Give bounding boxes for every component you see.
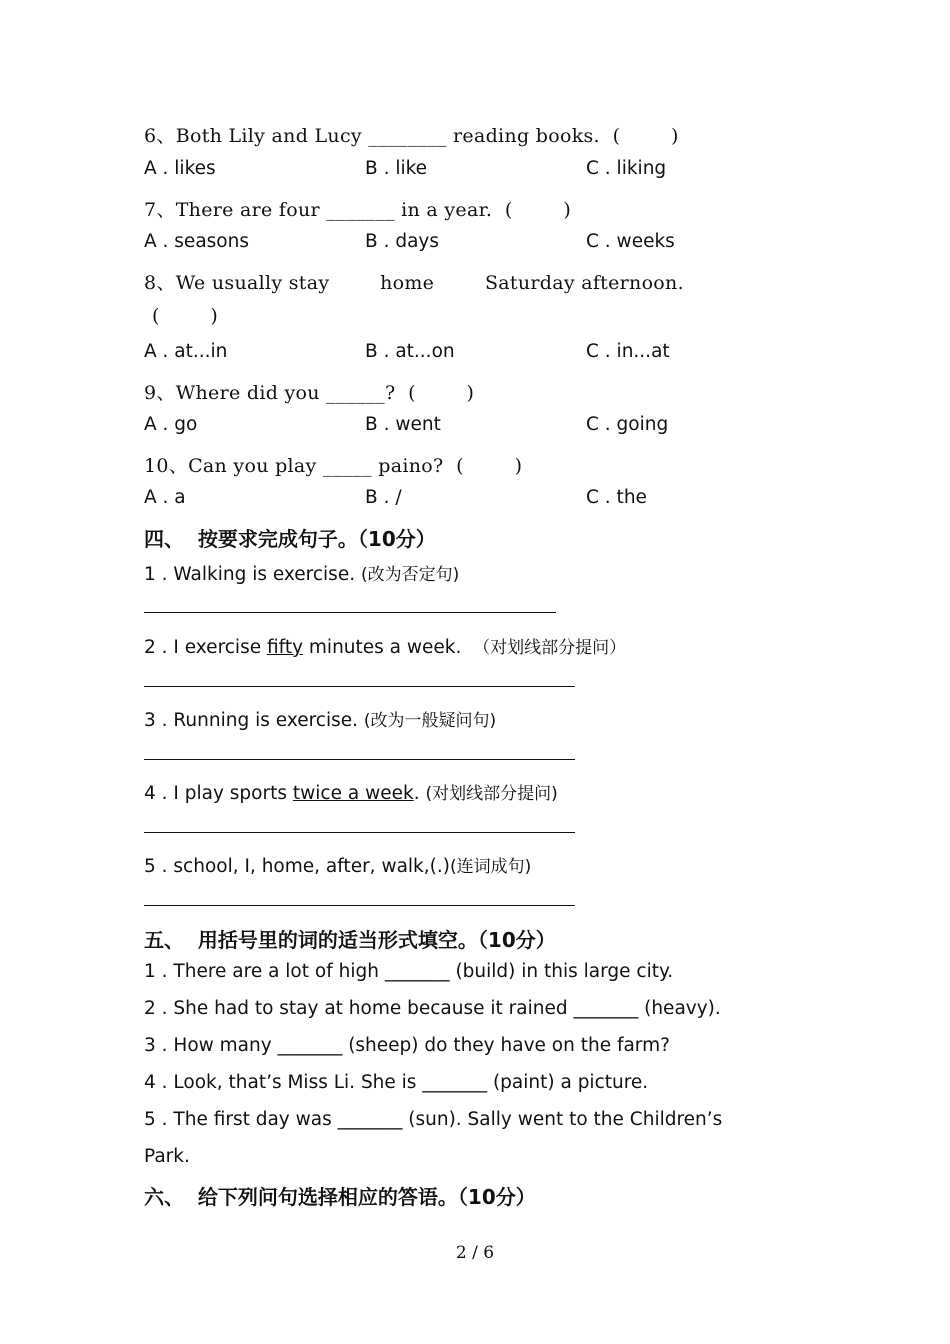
question-10-option-a: A . a <box>144 487 186 508</box>
s5-item-2: 2 . She had to stay at home because it rained _______ (heavy). <box>144 998 721 1019</box>
s5-item-4: 4 . Look, that’s Miss Li. She is _______ (paint) a picture. <box>144 1072 649 1093</box>
question-7-stem: 7、There are four _______ in a year. ( ) <box>144 199 572 221</box>
s5-item-5-cont: Park. <box>144 1146 190 1167</box>
s4-item-2: 2 . I exercise fifty minutes a week. （对划线部分提问） <box>144 637 627 658</box>
question-8-option-c: C . in...at <box>586 341 670 362</box>
s5-item-5: 5 . The first day was _______ (sun). Sally went to the Children’s <box>144 1109 723 1130</box>
s4-item-1: 1 . Walking is exercise. (改为否定句) <box>144 564 460 585</box>
question-6-stem: 6、Both Lily and Lucy ________ reading books. ( ) <box>144 125 679 147</box>
question-9-option-c: C . going <box>586 414 669 435</box>
s4-item-3: 3 . Running is exercise. (改为一般疑问句) <box>144 710 497 731</box>
s5-item-1: 1 . There are a lot of high _______ (build) in this large city. <box>144 961 674 982</box>
question-8-bracket: ( ) <box>152 305 219 327</box>
question-10-option-c: C . the <box>586 487 647 508</box>
s5-item-3: 3 . How many _______ (sheep) do they have on the farm? <box>144 1035 670 1056</box>
section-4-title: 四、 按要求完成句子。（10分） <box>144 527 436 551</box>
question-9-stem: 9、Where did you ______? ( ) <box>144 382 475 404</box>
s4-item-4: 4 . I play sports twice a week. (对划线部分提问) <box>144 783 558 804</box>
question-7-option-c: C . weeks <box>586 231 675 252</box>
answer-line[interactable] <box>144 832 575 833</box>
answer-line[interactable] <box>144 759 575 760</box>
s4-item-5: 5 . school, I, home, after, walk,(.)(连词成句) <box>144 856 532 877</box>
answer-line[interactable] <box>144 612 556 613</box>
question-6-option-c: C . liking <box>586 158 667 179</box>
question-10-stem: 10、Can you play _____ paino? ( ) <box>144 455 523 477</box>
question-9-option-b: B . went <box>365 414 441 435</box>
section-5-title: 五、 用括号里的词的适当形式填空。（10分） <box>144 928 556 952</box>
question-9-option-a: A . go <box>144 414 198 435</box>
answer-line[interactable] <box>144 686 575 687</box>
question-10-option-b: B . / <box>365 487 402 508</box>
answer-line[interactable] <box>144 905 575 906</box>
question-6-option-b: B . like <box>365 158 428 179</box>
question-8-option-a: A . at...in <box>144 341 228 362</box>
section-6-title: 六、 给下列问句选择相应的答语。（10分） <box>144 1185 536 1209</box>
page-number: 2 / 6 <box>455 1243 495 1263</box>
question-8-option-b: B . at...on <box>365 341 455 362</box>
question-8-stem: 8、We usually stay home Saturday afternoon. <box>144 272 684 294</box>
question-6-option-a: A . likes <box>144 158 216 179</box>
question-7-option-b: B . days <box>365 231 439 252</box>
question-7-option-a: A . seasons <box>144 231 249 252</box>
